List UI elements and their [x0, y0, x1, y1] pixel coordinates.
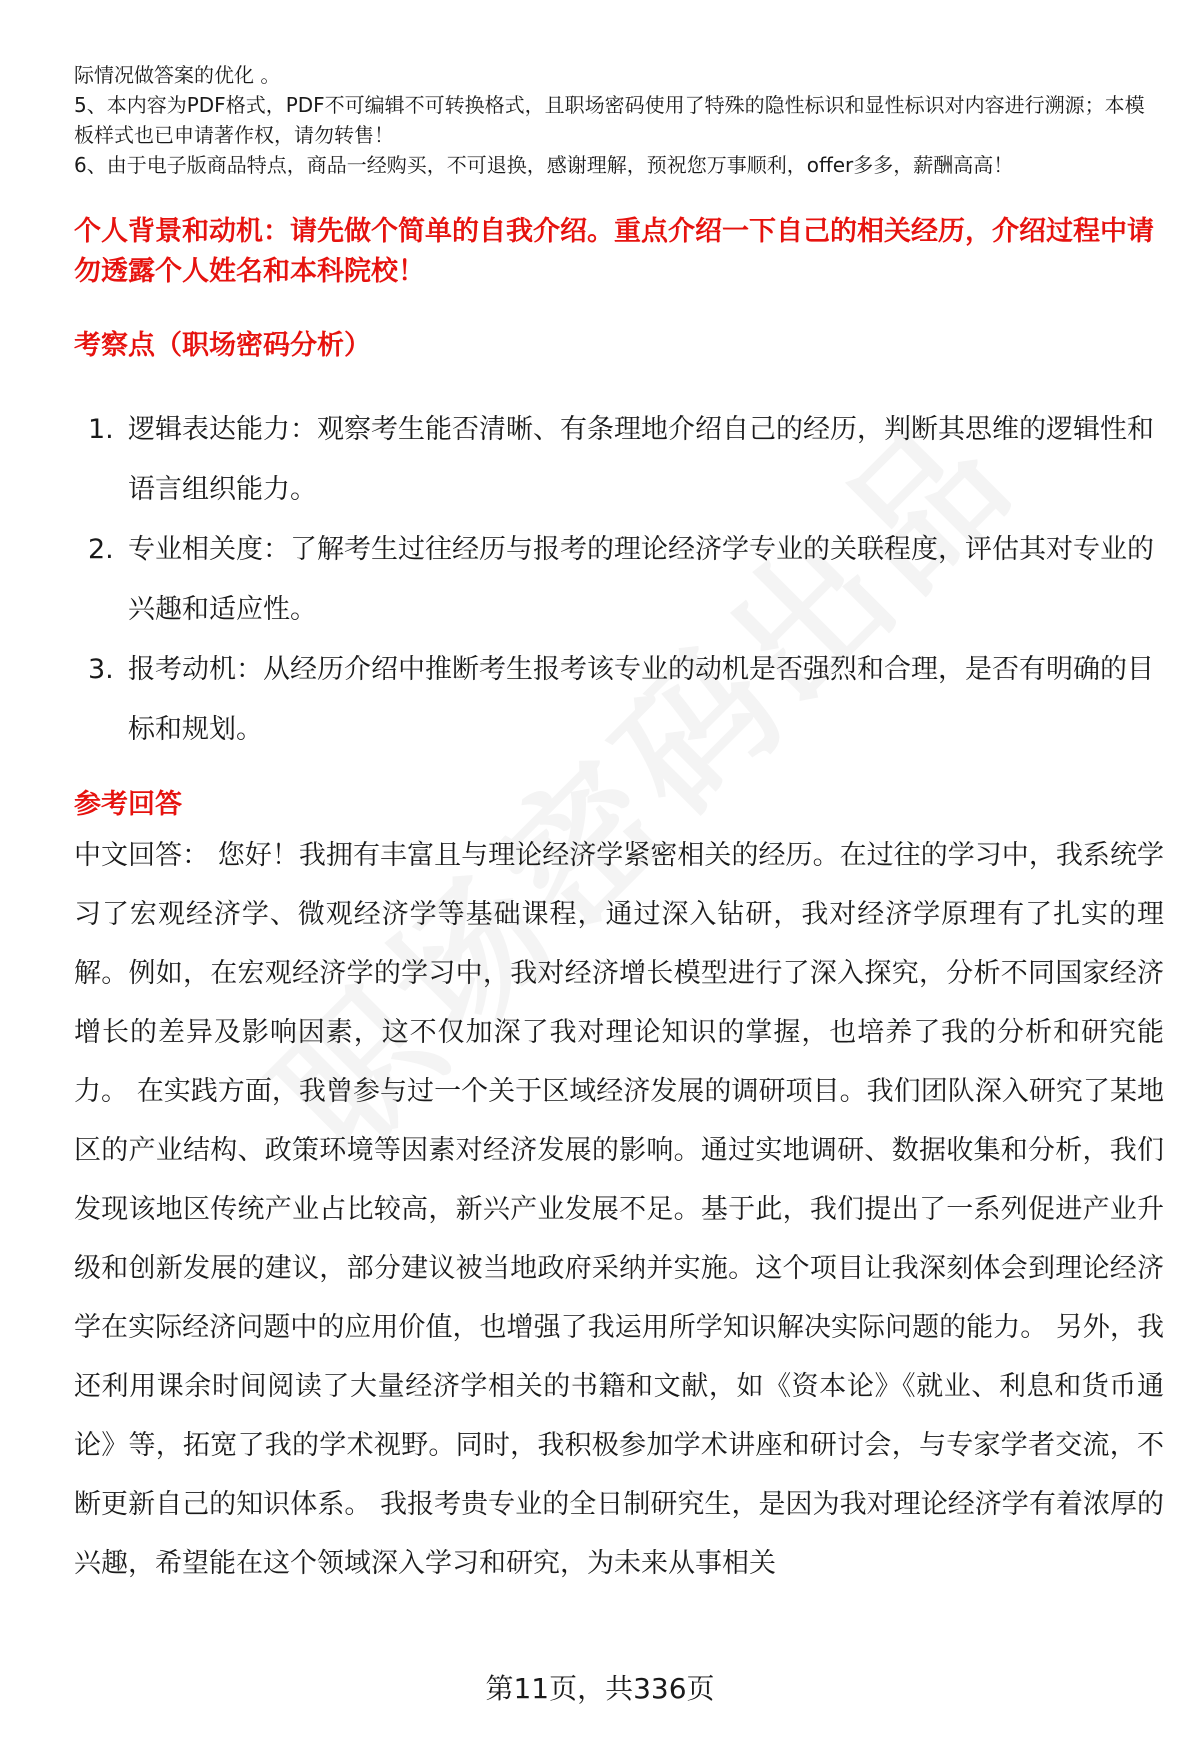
list-number: 2.: [88, 534, 114, 565]
answer-heading: 参考回答: [74, 789, 182, 820]
notice-line: 际情况做答案的优化 。: [74, 63, 281, 87]
notice-block: [74, 60, 1154, 180]
list-number: 3.: [88, 654, 114, 685]
list-number: 1.: [88, 414, 114, 445]
page-number: 第11页，共336页: [485, 1672, 715, 1705]
notice-line: 5、本内容为PDF格式，PDF不可编辑不可转换格式，且职场密码使用了特殊的隐性标识和显性标识对内容进行溯源；本模板样式也已申请著作权，请勿转售！: [74, 93, 1145, 147]
list-text: 专业相关度：了解考生过往经历与报考的理论经济学专业的关联程度，评估其对专业的兴趣和适应性。: [128, 534, 1154, 625]
answer-body: 中文回答： 您好！我拥有丰富且与理论经济学紧密相关的经历。在过往的学习中，我系统学习了宏观经济学、微观经济学等基础课程，通过深入钻研，我对经济学原理有了扎实的理解。例如，在宏观经济学的学习中，我对经济增长模型进行了深入探究，分析不同国家经济增长的差异及影响因素，这不仅加深了我对理论知识的掌握，也培养了我的分析和研究能力。 在实践方面，我曾参与过一个关于区域经济发展的调研项目。我们团队深入研究了某地区的产业结构、政策环境等因素对经济发展的影响。通过实地调研、数据收集和分析，我们发现该地区传统产业占比较高，新兴产业发展不足。基于此，我们提出了一系列促进产业升级和创新发展的建议，部分建议被当地政府采纳并实施。这个项目让我深刻体会到理论经济学在实际经济问题中的应用价值，也增强了我运用所学知识解决实际问题的能力。 另外，我还利用课余时间阅读了大量经济学相关的书籍和文献，如《资本论》《就业、利息和货币通论》等，拓宽了我的学术视野。同时，我积极参加学术讲座和研讨会，与专家学者交流，不断更新自己的知识体系。 我报考贵专业的全日制研究生，是因为我对理论经济学有着浓厚的兴趣，希望能在这个领域深入学习和研究，为未来从事相关: [74, 840, 1164, 1579]
list-item: [74, 400, 1164, 520]
notice-line: 6、由于电子版商品特点，商品一经购买，不可退换，感谢理解，预祝您万事顺利，offer多多，薪酬高高！: [74, 153, 1014, 177]
question-heading: 个人背景和动机：请先做个简单的自我介绍。重点介绍一下自己的相关经历，介绍过程中请勿透露个人姓名和本科院校！: [74, 216, 1154, 287]
list-text: 逻辑表达能力：观察考生能否清晰、有条理地介绍自己的经历，判断其思维的逻辑性和语言组织能力。: [128, 414, 1154, 505]
list-item: [74, 640, 1164, 760]
list-item: [74, 520, 1164, 640]
list-text: 报考动机：从经历介绍中推断考生报考该专业的动机是否强烈和合理，是否有明确的目标和规划。: [128, 654, 1154, 745]
points-heading: 考察点（职场密码分析）: [74, 330, 371, 361]
points-list: [74, 400, 1164, 760]
